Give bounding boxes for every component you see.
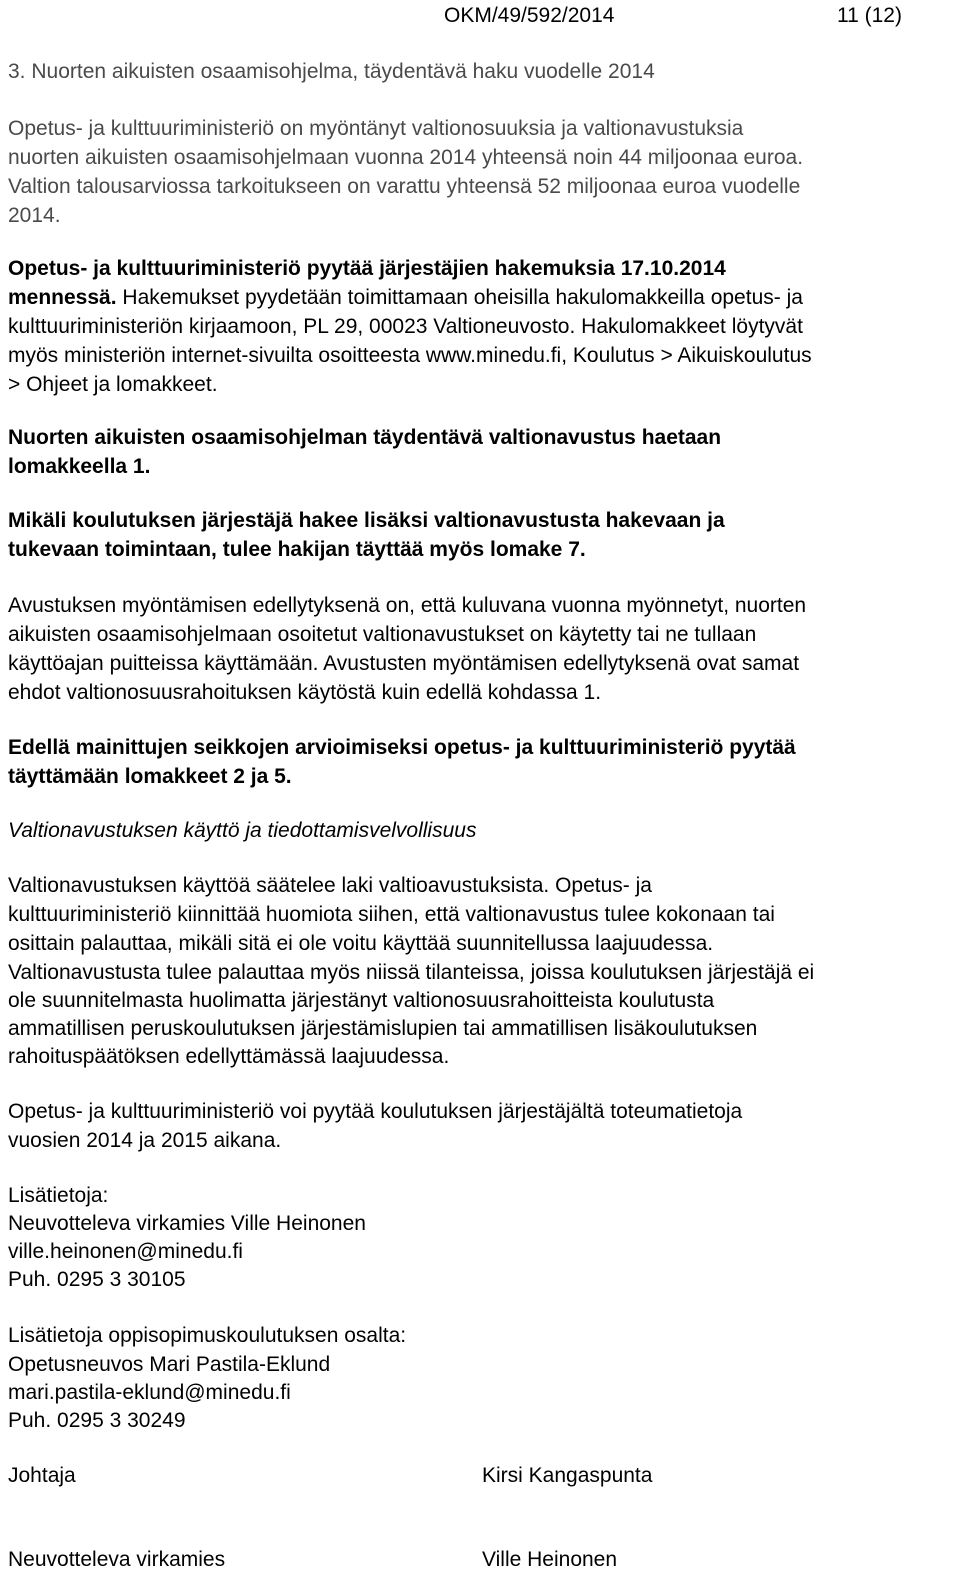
deadline-text-end: mennessä. bbox=[8, 286, 117, 309]
signatory-name: Kirsi Kangaspunta bbox=[482, 1464, 653, 1487]
contact-phone: Puh. 0295 3 30105 bbox=[8, 1268, 186, 1291]
text-line bbox=[8, 283, 948, 312]
text-line: tukevaan toimintaan, tulee hakijan täyttää myös lomake 7. bbox=[8, 538, 586, 561]
text-line: käyttöajan puitteissa käyttämään. Avustusten myöntämisen edellytyksenä ovat samat bbox=[8, 652, 800, 675]
text-line: ammatillisen peruskoulutuksen järjestämislupien tai ammatillisen lisäkoulutuksen bbox=[8, 1017, 758, 1040]
contact-email[interactable]: ville.heinonen@minedu.fi bbox=[8, 1240, 243, 1263]
text-line: kulttuuriministeriön kirjaamoon, PL 29, 00023 Valtioneuvosto. Hakulomakkeet löytyvät bbox=[8, 315, 803, 338]
text-line: Avustuksen myöntämisen edellytyksenä on, että kuluvana vuonna myönnetyt, nuorten bbox=[8, 594, 807, 617]
contact-heading: Lisätietoja: bbox=[8, 1184, 109, 1207]
text-line: myös ministeriön internet-sivuilta osoitteesta www.minedu.fi, Koulutus > Aikuiskoulutus bbox=[8, 344, 812, 367]
deadline-text: Opetus- ja kulttuuriministeriö pyytää järjestäjien hakemuksia 17.10.2014 bbox=[8, 257, 726, 280]
text-line: Valtionavustusta tulee palauttaa myös niissä tilanteissa, joissa koulutuksen järjestäjä ei bbox=[8, 961, 815, 984]
text-line: vuosien 2014 ja 2015 aikana. bbox=[8, 1129, 282, 1152]
signatory-role: Johtaja bbox=[8, 1464, 76, 1487]
contact-email[interactable]: mari.pastila-eklund@minedu.fi bbox=[8, 1381, 291, 1404]
text-line: ehdot valtionosuusrahoituksen käytöstä kuin edellä kohdassa 1. bbox=[8, 681, 602, 704]
document-id: OKM/49/592/2014 bbox=[444, 4, 615, 27]
text-line: aikuisten osaamisohjelmaan osoitetut valtionavustukset on käytetty tai ne tullaan bbox=[8, 623, 757, 646]
text-line: > Ohjeet ja lomakkeet. bbox=[8, 373, 218, 396]
text-line: täyttämään lomakkeet 2 ja 5. bbox=[8, 765, 292, 788]
text-line: Edellä mainittujen seikkojen arvioimiseksi opetus- ja kulttuuriministeriö pyytää bbox=[8, 736, 796, 759]
contact-phone: Puh. 0295 3 30249 bbox=[8, 1409, 186, 1432]
signatory-role: Neuvotteleva virkamies bbox=[8, 1548, 226, 1571]
text-line: Opetus- ja kulttuuriministeriö voi pyytää koulutuksen järjestäjältä toteumatietoja bbox=[8, 1100, 743, 1123]
text-line: osittain palauttaa, mikäli sitä ei ole voitu käyttää suunnitellussa laajuudessa. bbox=[8, 932, 714, 955]
text-line: kulttuuriministeriö kiinnittää huomiota siihen, että valtionavustus tulee kokonaan tai bbox=[8, 903, 775, 926]
text-line: Valtion talousarviossa tarkoitukseen on varattu yhteensä 52 miljoonaa euroa vuodelle bbox=[8, 175, 801, 198]
text-line: 2014. bbox=[8, 204, 61, 227]
text-fragment: Hakemukset pyydetään toimittamaan oheisilla hakulomakkeilla opetus- ja bbox=[116, 286, 803, 309]
text-line: rahoituspäätöksen edellyttämässä laajuudessa. bbox=[8, 1045, 450, 1068]
section-title: 3. Nuorten aikuisten osaamisohjelma, täydentävä haku vuodelle 2014 bbox=[8, 60, 655, 83]
contact-heading: Lisätietoja oppisopimuskoulutuksen osalta: bbox=[8, 1324, 407, 1347]
text-line: nuorten aikuisten osaamisohjelmaan vuonna 2014 yhteensä noin 44 miljoonaa euroa. bbox=[8, 146, 804, 169]
text-line: lomakkeella 1. bbox=[8, 455, 151, 478]
text-line: Nuorten aikuisten osaamisohjelman täydentävä valtionavustus haetaan bbox=[8, 426, 722, 449]
text-line: ole suunnitelmasta huolimatta järjestänyt valtionosuusrahoitteista koulutusta bbox=[8, 989, 715, 1012]
text-line: Mikäli koulutuksen järjestäjä hakee lisäksi valtionavustusta hakevaan ja bbox=[8, 509, 725, 532]
text-line: Opetus- ja kulttuuriministeriö on myöntänyt valtionosuuksia ja valtionavustuksia bbox=[8, 117, 744, 140]
contact-name: Neuvotteleva virkamies Ville Heinonen bbox=[8, 1212, 366, 1235]
contact-name: Opetusneuvos Mari Pastila-Eklund bbox=[8, 1353, 331, 1376]
subheading: Valtionavustuksen käyttö ja tiedottamisvelvollisuus bbox=[8, 819, 477, 842]
text-line: Valtionavustuksen käyttöä säätelee laki valtioavustuksista. Opetus- ja bbox=[8, 874, 652, 897]
page-number: 11 (12) bbox=[837, 4, 902, 27]
signatory-name: Ville Heinonen bbox=[482, 1548, 618, 1571]
